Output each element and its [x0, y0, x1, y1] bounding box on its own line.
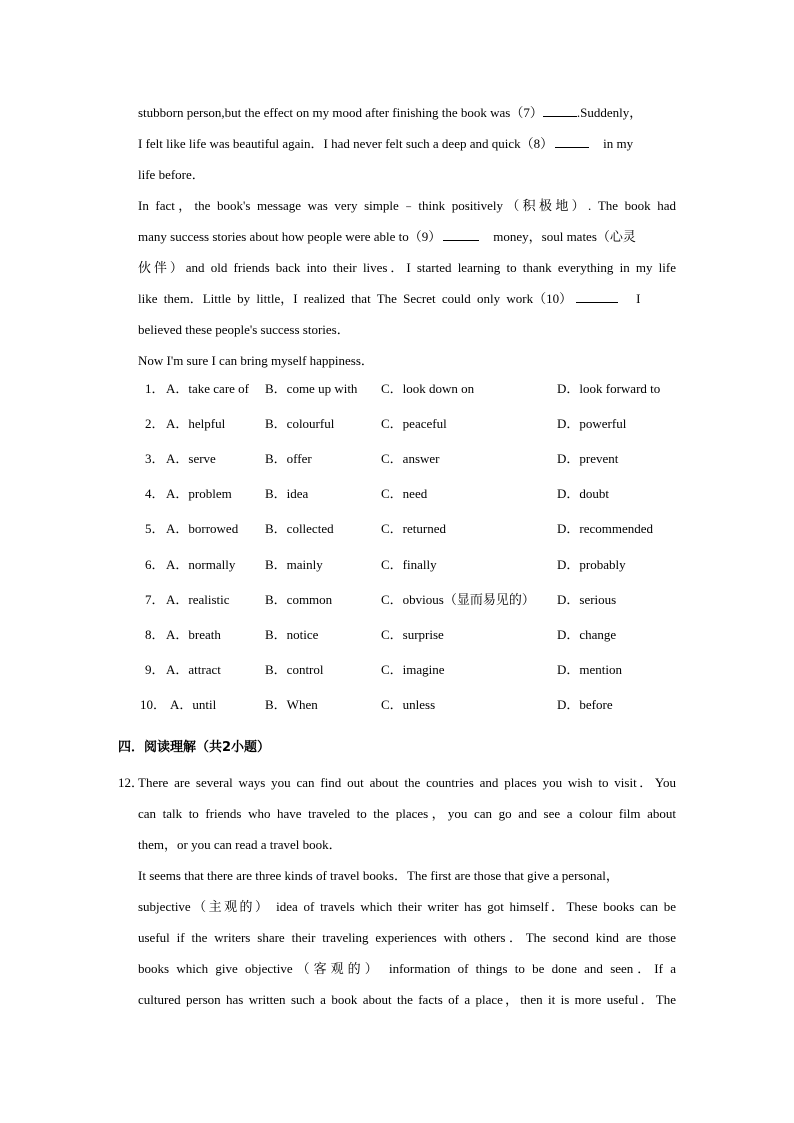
passage-line: 伙伴）and old friends back into their lives．I started learning to thank everything in my life [138, 260, 676, 275]
answer-blank-9[interactable] [443, 228, 479, 241]
question-line: them，or you can read a travel book． [138, 837, 342, 852]
option-a[interactable]: A．breath [166, 627, 221, 642]
question-12-text [138, 767, 676, 1015]
answer-blank-10[interactable] [576, 290, 618, 303]
passage-line: like them．Little by little，I realized that The Secret could only work（10） I [138, 291, 641, 306]
option-row [0, 413, 794, 448]
option-b[interactable]: B．collected [265, 521, 334, 536]
option-row [0, 378, 794, 413]
option-d[interactable]: D．change [557, 627, 617, 642]
option-c[interactable]: C．returned [381, 521, 446, 536]
option-row [0, 448, 794, 483]
question-line: It seems that there are three kinds of travel books．The first are those that give a personal， [138, 868, 619, 883]
option-c[interactable]: C．imagine [381, 662, 445, 677]
option-c[interactable]: C．unless [381, 697, 436, 712]
passage-line: I felt like life was beautiful again．I had never felt such a deep and quick（8） in my [138, 136, 634, 151]
option-b[interactable]: B．control [265, 662, 324, 677]
question-line: can talk to friends who have traveled to the places，you can go and see a colour film about [138, 806, 676, 821]
option-number: 8． [145, 627, 165, 642]
option-b[interactable]: B．notice [265, 627, 319, 642]
passage-line: Now I'm sure I can bring myself happiness． [138, 353, 374, 368]
option-b[interactable]: B．When [265, 697, 318, 712]
question-line: cultured person has written such a book about the facts of a place，then it is more useful．The [138, 992, 676, 1007]
question-line: subjective（主观的） idea of travels which their writer has got himself．These books can be [138, 899, 676, 914]
option-d[interactable]: D．mention [557, 662, 622, 677]
answer-blank-7[interactable] [543, 104, 577, 117]
option-c[interactable]: C．surprise [381, 627, 444, 642]
option-c[interactable]: C．look down on [381, 381, 475, 396]
option-number: 5． [145, 521, 165, 536]
option-d[interactable]: D．serious [557, 592, 617, 607]
option-d[interactable]: D．before [557, 697, 613, 712]
option-row [0, 694, 794, 729]
option-number: 7． [145, 592, 165, 607]
passage-text [138, 97, 676, 376]
question-line: books which give objective（客观的） information of things to be done and seen．If a [138, 961, 676, 976]
option-c[interactable]: C．peaceful [381, 416, 447, 431]
question-line: There are several ways you can find out about the countries and places you wish to visit．You [138, 775, 676, 790]
option-b[interactable]: B．offer [265, 451, 312, 466]
option-a[interactable]: A．realistic [166, 592, 230, 607]
passage-line: life before． [138, 167, 205, 182]
option-d[interactable]: D．powerful [557, 416, 627, 431]
option-c[interactable]: C．finally [381, 557, 437, 572]
option-number: 3． [145, 451, 165, 466]
option-b[interactable]: B．come up with [265, 381, 358, 396]
option-number: 10． [140, 697, 167, 712]
option-d[interactable]: D．recommended [557, 521, 654, 536]
option-a[interactable]: A．until [170, 697, 217, 712]
section-heading: 四．阅读理解（共2小题） [118, 740, 271, 755]
option-a[interactable]: A．helpful [166, 416, 226, 431]
passage-line: stubborn person,but the effect on my mood after finishing the book was（7） .Suddenly， [138, 105, 643, 120]
option-number: 6． [145, 557, 165, 572]
option-d[interactable]: D．prevent [557, 451, 619, 466]
option-row [0, 659, 794, 694]
option-a[interactable]: A．serve [166, 451, 216, 466]
option-d[interactable]: D．doubt [557, 486, 610, 501]
option-b[interactable]: B．colourful [265, 416, 335, 431]
option-row [0, 589, 794, 624]
passage-line: many success stories about how people were able to（9） money，soul mates（心灵 [138, 229, 636, 244]
answer-blank-8[interactable] [555, 135, 589, 148]
option-c[interactable]: C．answer [381, 451, 440, 466]
option-b[interactable]: B．common [265, 592, 333, 607]
option-b[interactable]: B．idea [265, 486, 309, 501]
option-number: 9． [145, 662, 165, 677]
option-c[interactable]: C．obvious（显而易见的） [381, 592, 535, 607]
option-d[interactable]: D．probably [557, 557, 626, 572]
option-a[interactable]: A．normally [166, 557, 236, 572]
option-d[interactable]: D．look forward to [557, 381, 661, 396]
option-c[interactable]: C．need [381, 486, 428, 501]
option-row [0, 483, 794, 518]
passage-line: In fact，the book's message was very simple﹣think positively（积极地）. The book had [138, 198, 676, 213]
option-number: 4． [145, 486, 165, 501]
option-number: 1． [145, 381, 165, 396]
option-a[interactable]: A．borrowed [166, 521, 239, 536]
option-b[interactable]: B．mainly [265, 557, 323, 572]
passage-line: believed these people's success stories． [138, 322, 350, 337]
option-row [0, 554, 794, 589]
option-row [0, 518, 794, 553]
question-number: 12． [118, 775, 145, 790]
question-line: useful if the writers share their traveling experiences with others．The second kind are those [138, 930, 676, 945]
option-a[interactable]: A．attract [166, 662, 221, 677]
option-a[interactable]: A．problem [166, 486, 232, 501]
option-a[interactable]: A．take care of [166, 381, 250, 396]
option-row [0, 624, 794, 659]
option-number: 2． [145, 416, 165, 431]
